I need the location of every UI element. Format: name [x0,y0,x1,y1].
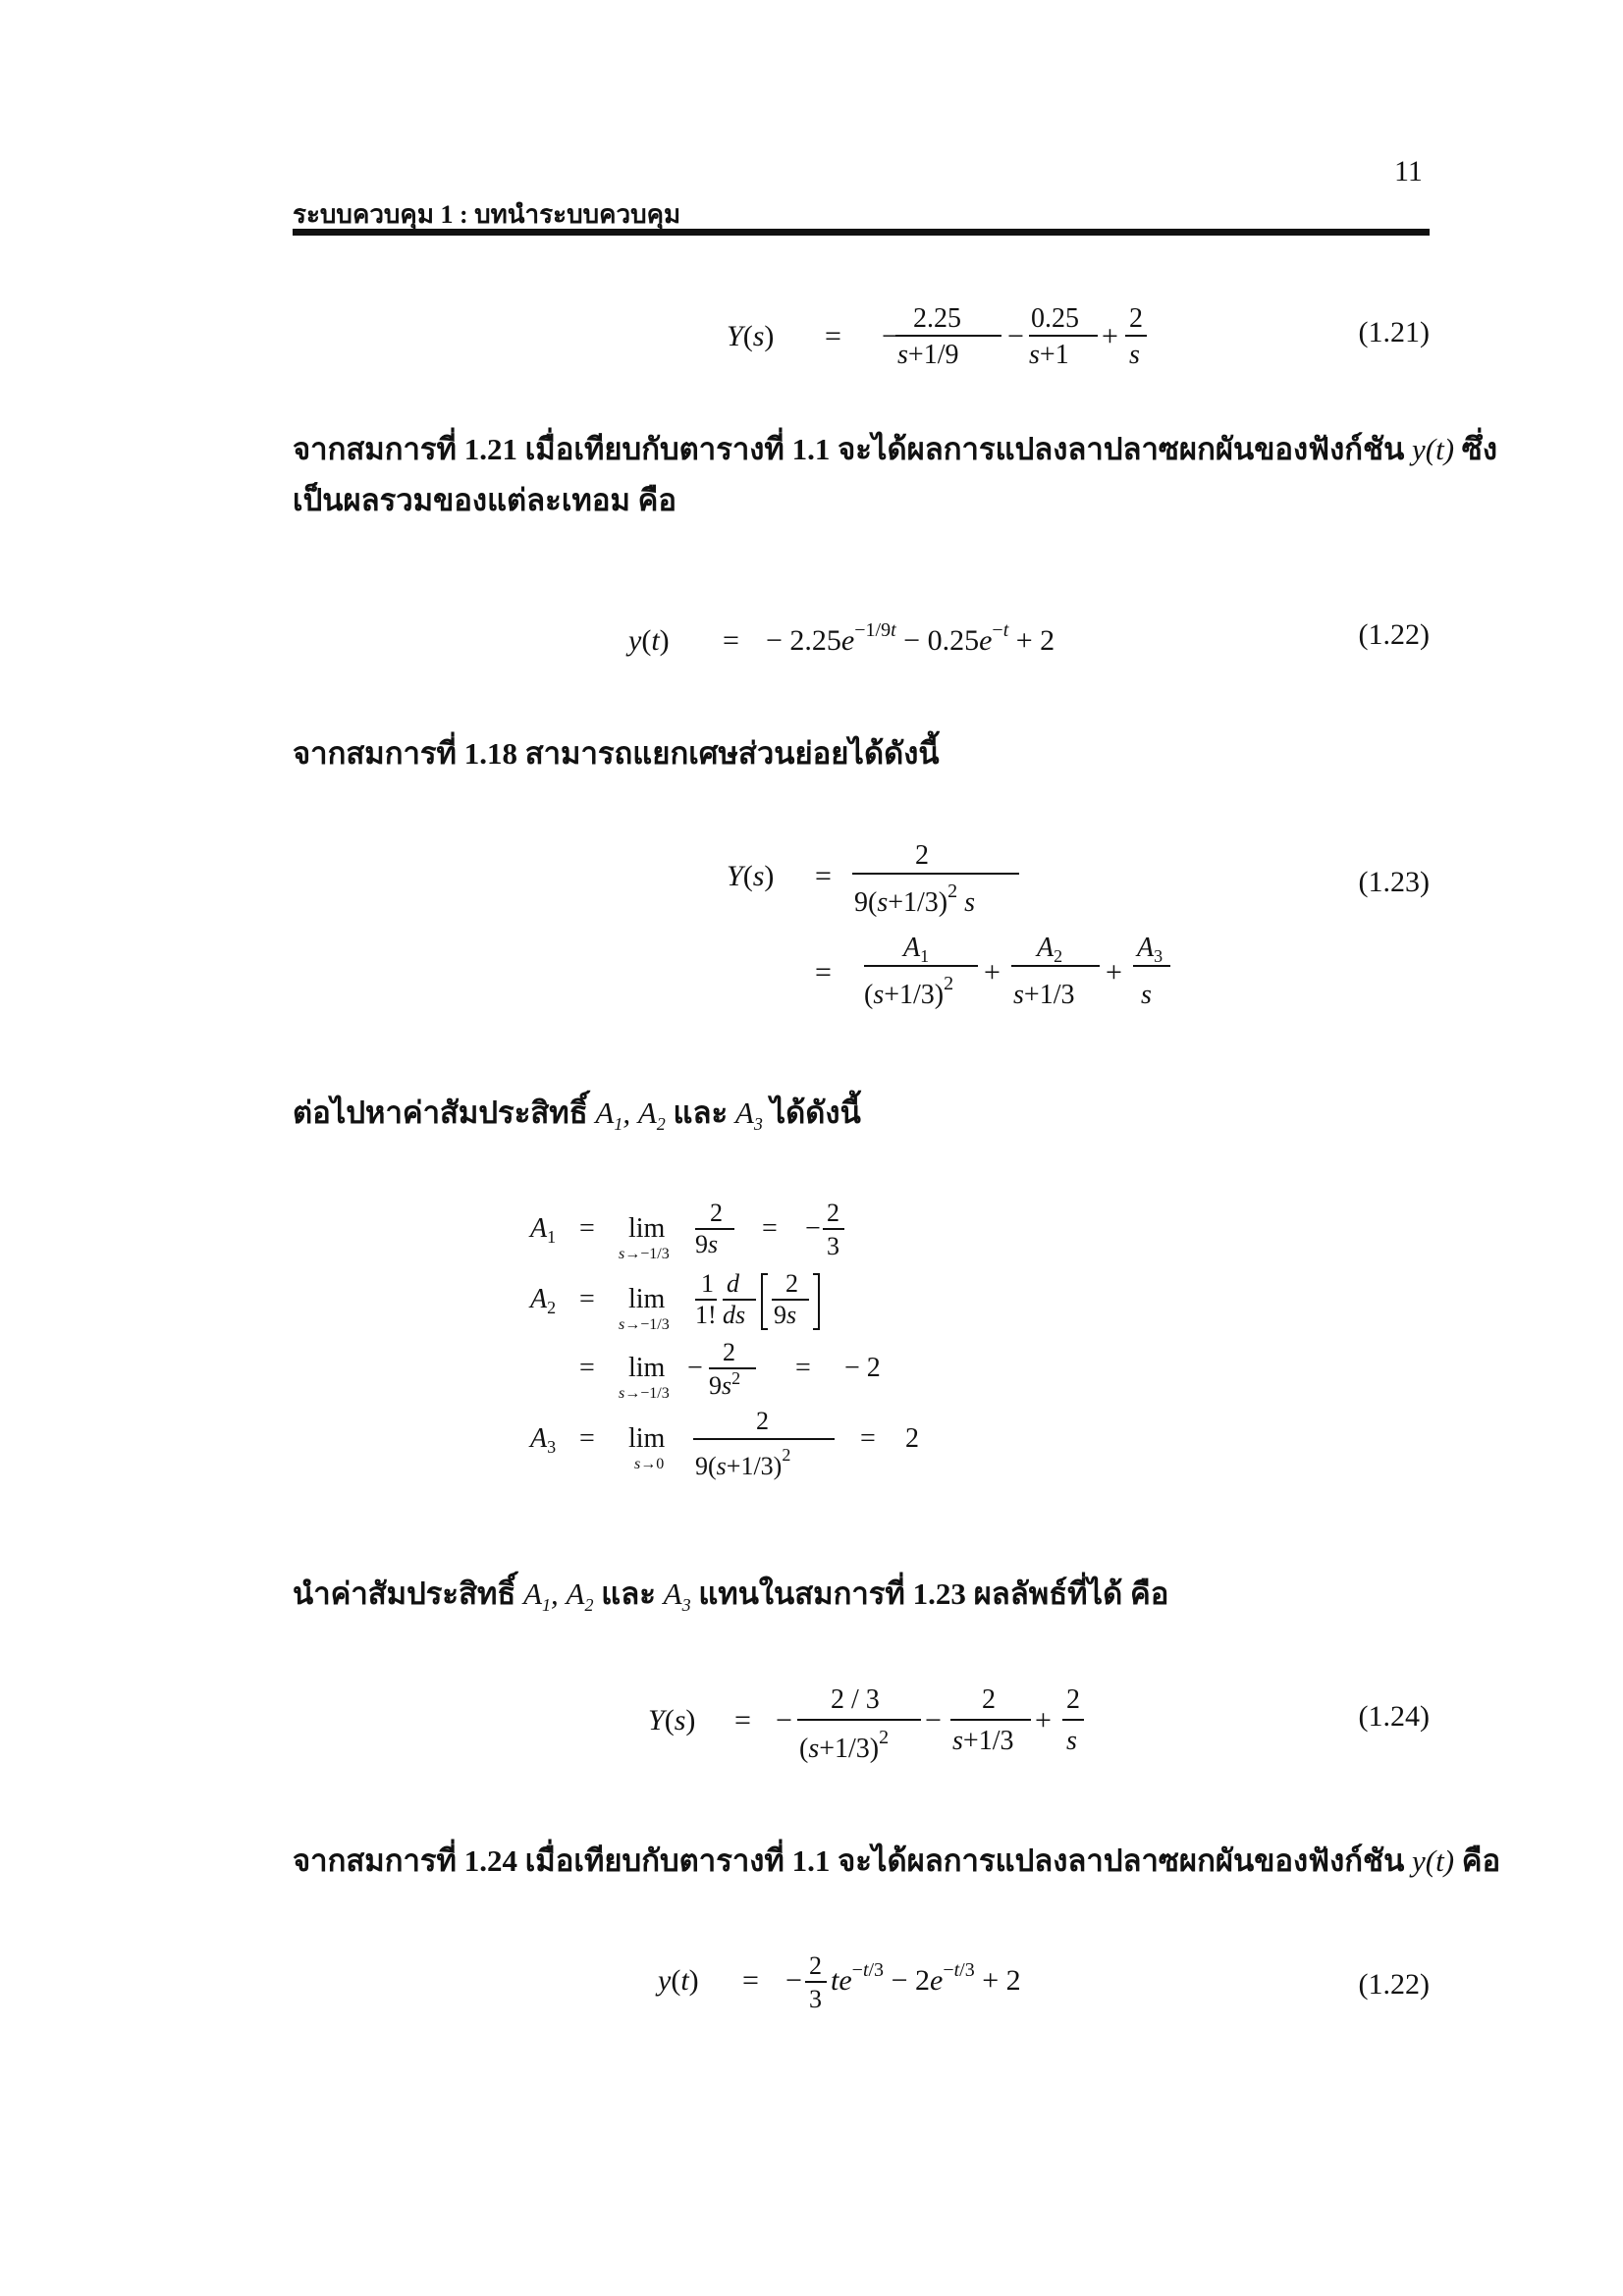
svg-text:1: 1 [701,1269,714,1298]
svg-text:−: − [785,1964,802,1997]
svg-text:−: − [687,1353,703,1383]
svg-text:=: = [579,1284,595,1314]
svg-text:s→0: s→0 [634,1456,665,1472]
running-title: ระบบควบคุม 1 : บทนำระบบควบคุม [293,200,681,229]
equation-number-1-22: (1.22) [1358,618,1430,651]
svg-text:s→−1/3: s→−1/3 [619,1246,670,1262]
paragraph-1-line-2: เป็นผลรวมของแต่ละเทอม คือ [293,483,677,517]
svg-text:2: 2 [905,1423,919,1454]
svg-text:−: − [776,1704,792,1736]
svg-text:2: 2 [710,1199,723,1227]
svg-text:1!: 1! [695,1301,717,1329]
svg-text:s+1/9: s+1/9 [897,340,959,370]
svg-text:s→−1/3: s→−1/3 [619,1316,670,1333]
svg-text:2: 2 [756,1407,769,1435]
paragraph-3-text: ต่อไปหาค่าสัมประสิทธิ์ [293,1095,588,1130]
svg-text:A3: $A_3$ [530,1423,557,1457]
paragraph-3-and: และ [673,1095,729,1130]
svg-text:=: = [815,860,832,892]
paragraph-1 [293,424,1497,526]
svg-text:0.25: 0.25 [1031,303,1079,334]
svg-text:=: = [742,1964,759,1997]
svg-text:9s: 9s [774,1301,797,1329]
equation-number-final-1-22: (1.22) [1358,1968,1430,2001]
svg-text:A1: $A_1$ [530,1213,557,1247]
svg-text:=: = [723,624,739,657]
svg-text:te−t/3 − 2e−t/3 + 2: $te^{-t/3} - 2e^{-t/3} + 2$ [831,1959,1021,1997]
svg-text:A3: $A_3$ [1137,933,1163,966]
equation-1-22 [619,609,1109,667]
svg-text:9s: 9s [695,1230,719,1258]
svg-text:s+1: s+1 [1029,340,1069,370]
svg-text:2: 2 [723,1338,735,1366]
paragraph-1-text: จากสมการที่ 1.21 เมื่อเทียบกับตารางที่ 1.1 จะได้ผลการแปลงลาปลาซผกผันของฟังก์ชัน [293,432,1405,466]
equation-1-23 [717,834,1188,1031]
paragraph-5-end: คือ [1461,1843,1501,1878]
equation-final-1-22 [648,1949,1100,2027]
paragraph-5 [293,1836,1500,1887]
svg-text:s: s [1141,980,1152,1010]
svg-text:y(t): y(t) [628,624,670,657]
paragraph-5-text: จากสมการที่ 1.24 เมื่อเทียบกับตารางที่ 1.1 จะได้ผลการแปลงลาปลาซผกผันของฟังก์ชัน [293,1843,1405,1878]
svg-text:A1: $A_1$ [903,933,930,966]
svg-text:=: = [825,320,841,352]
svg-text:lim: lim [628,1284,666,1314]
paragraph-3-end: ได้ดังนี้ [770,1095,861,1130]
paragraph-4-end: แทนในสมการที่ 1.23 ผลลัพธ์ที่ได้ คือ [698,1576,1169,1611]
svg-text:2: 2 [1066,1684,1080,1715]
svg-text:=: = [579,1353,595,1383]
paragraph-3 [293,1088,861,1149]
svg-text:2: 2 [827,1199,839,1227]
inline-math-yt: y(t) [1412,432,1455,466]
inline-math-a1: $A_1$, [595,1095,631,1135]
svg-text:=: = [795,1353,811,1383]
svg-text:Y(s): Y(s) [648,1704,696,1736]
svg-text:− 2: − 2 [844,1353,881,1383]
svg-text:9(s+1/3)2: $9(s+1/3)^2$ [695,1445,791,1480]
svg-text:+: + [1102,320,1118,352]
svg-text:d: d [727,1269,739,1298]
header-rule [293,229,1430,236]
svg-text:2: 2 [809,1951,822,1980]
equation-number-1-23: (1.23) [1358,866,1430,898]
svg-text:2 / 3: 2 / 3 [831,1684,880,1715]
svg-text:(s+1/3)2: $(s+1/3)^2$ [864,973,954,1010]
equation-1-21 [717,294,1168,373]
svg-text:=: = [734,1704,751,1736]
paragraph-1-text-end: ซึ่ง [1461,432,1497,466]
svg-text:3: 3 [809,1985,822,2013]
page-number: 11 [1394,155,1423,187]
inline-math-a2: $A_2$ [566,1576,594,1616]
inline-math-yt: y(t) [1412,1843,1455,1878]
equation-number-1-24: (1.24) [1358,1700,1430,1733]
svg-text:Y(s): Y(s) [727,320,775,352]
svg-text:3: 3 [827,1232,839,1260]
svg-text:2: 2 [915,840,929,871]
svg-text:9(s+1/3)2 s: $9(s+1/3)^2$ s [854,881,976,918]
svg-text:s→−1/3: s→−1/3 [619,1385,670,1402]
inline-math-a3: $A_3$ [663,1576,691,1616]
paragraph-4 [293,1569,1168,1630]
svg-text:=: = [579,1213,595,1244]
coefficient-derivation [520,1198,972,1512]
paragraph-4-text: นำค่าสัมประสิทธิ์ [293,1576,516,1611]
svg-text:lim: lim [628,1423,666,1454]
svg-text:=: = [579,1423,595,1454]
svg-text:2: 2 [982,1684,996,1715]
svg-text:s+1/3: s+1/3 [1013,980,1075,1010]
paragraph-2: จากสมการที่ 1.18 สามารถแยกเศษส่วนย่อยได้ดังนี้ [293,736,940,771]
svg-text:(s+1/3)2: $(s+1/3)^2$ [799,1727,890,1764]
svg-text:s+1/3: s+1/3 [952,1726,1014,1756]
svg-text:A2: $A_2$ [530,1284,557,1317]
svg-text:2.25: 2.25 [913,303,961,334]
svg-text:−: − [925,1704,942,1736]
inline-math-a3: $A_3$ [734,1095,763,1135]
svg-text:=: = [762,1213,778,1244]
svg-text:− 2.25e−1/9t − 0.25e−t + 2: − $2.25e^{-1/9t} - 0.25e^{-t} + 2$ [766,619,1055,657]
svg-text:y(t): y(t) [658,1964,699,1997]
svg-text:lim: lim [628,1353,666,1383]
paragraph-4-and: และ [601,1576,656,1611]
svg-text:−: − [1007,320,1024,352]
svg-text:+: + [1106,956,1122,988]
inline-math-a1: $A_1$, [523,1576,559,1616]
equation-number-1-21: (1.21) [1358,316,1430,348]
svg-text:s: s [1066,1726,1077,1756]
svg-text:2: 2 [1129,303,1143,334]
svg-text:+: + [984,956,1001,988]
svg-text:9s2: $9s^2$ [709,1368,741,1400]
svg-text:A2: $A_2$ [1037,933,1063,966]
svg-text:lim: lim [628,1213,666,1244]
inline-math-a2: $A_2$ [637,1095,666,1135]
svg-text:=: = [815,956,832,988]
svg-text:−: − [882,320,898,352]
svg-text:ds: ds [723,1301,746,1329]
svg-text:2: 2 [785,1269,798,1298]
svg-text:=: = [860,1423,876,1454]
svg-text:−: − [805,1213,821,1244]
equation-1-24 [638,1679,1109,1777]
svg-text:Y(s): Y(s) [727,860,775,892]
svg-text:+: + [1035,1704,1052,1736]
svg-text:s: s [1129,340,1140,370]
